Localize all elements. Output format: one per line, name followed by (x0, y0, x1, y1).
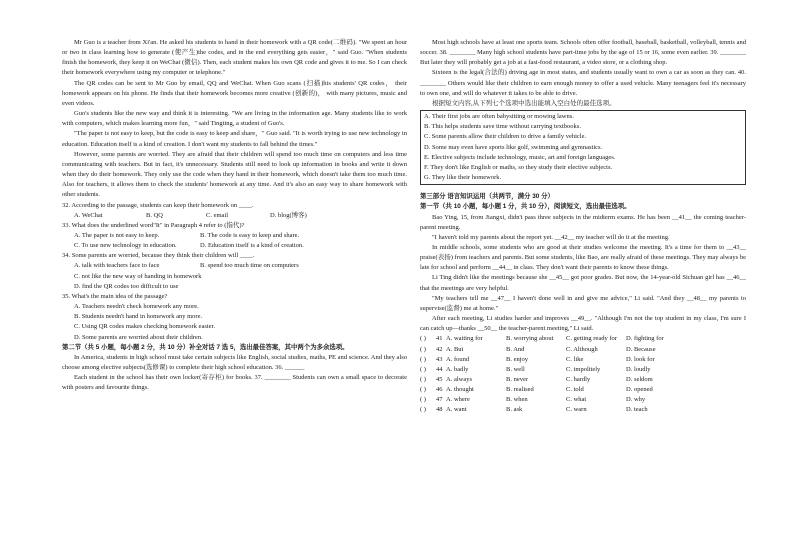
cloze-option: B. And (506, 345, 525, 353)
cloze-number: 45 (436, 376, 443, 383)
box-option: D. Some may even have sports like golf, swimming and gymnastics. (424, 143, 603, 151)
option: D. Education itself is a kind of creation. (200, 242, 304, 250)
option: A. talk with teachers face to face (74, 262, 160, 270)
cloze-paragraph: Li Ting didn't like the meetings because she __45__ got poor grades. But now, the 14-year-old Sichuan girl has __46__ that the meetings are very helpful. (420, 274, 746, 292)
cloze-option: A. But (446, 345, 464, 353)
answer-paren: ( ) (420, 386, 426, 394)
option: B. spend too much time on computers (200, 262, 299, 270)
passage-paragraph: Each student in the school has their own locker(寄存柜) for books. 37. ________ Students can own a small space to decorate with posters and favourite things. (62, 374, 407, 392)
cloze-number: 48 (436, 406, 443, 414)
cloze-option: C. what (566, 396, 587, 404)
cloze-option: A. want (446, 406, 467, 414)
option: A. Teachers needn't check homework any more. (74, 303, 199, 311)
cloze-option: B. never (506, 376, 529, 383)
cloze-option: B. when (506, 396, 528, 404)
cloze-option-row (420, 405, 746, 415)
cloze-option: A. waiting for (446, 335, 483, 343)
cloze-number: 47 (436, 396, 443, 404)
answer-paren: ( ) (420, 355, 426, 363)
cloze-paragraph: "I haven't told my parents about the report yet. __42__ my teacher will do it at the meeting. (432, 233, 670, 241)
option: A. The paper is not easy to keep. (74, 231, 160, 239)
option: A. WeChat (74, 211, 103, 219)
box-instruction: 根据短文内容,从下列七个选项中选出能填入空白处的最佳选项。 (432, 99, 616, 107)
cloze-option: C. Although (566, 345, 598, 353)
option: B. Students needn't hand in homework any more. (74, 313, 203, 321)
cloze-paragraph: "My teachers tell me __47__ I haven't done well in and give me advice," Li said. "And they __48__ my parents to supervise(监督) me at home." (420, 294, 746, 312)
option: D. Some parents are worried about their children. (74, 333, 203, 341)
cloze-option: C. warn (566, 406, 587, 414)
cloze-option: D. look for (626, 355, 655, 363)
question-options (62, 231, 407, 241)
cloze-option-row (420, 345, 746, 355)
question-stem: 32. According to the passage, students can keep their homework on ____. (62, 201, 254, 209)
option: C. To use new technology in education. (74, 242, 177, 250)
question-stem: 33. What does the underlined word"It" in Paragraph 4 refer to (指代)? (62, 221, 245, 229)
passage-paragraph: Sixteen is the legal(合法的) driving age in most states, and students usually want to own a car as soon as they can. 40. ________ Others would like their children to earn enough money to offer a used vehicle. Many teenagers feel it's necessary to own one, and will do whatever it takes to be able to drive. (420, 69, 746, 97)
cloze-option: C. hardly (566, 376, 591, 383)
cloze-option: B. worrying about (506, 335, 554, 343)
cloze-option-row (420, 355, 746, 365)
option: D. blog(博客) (270, 211, 307, 219)
passage-paragraph: "The paper is not easy to keep, but the code is easy to keep and share，" Guo said. "It is worth trying to use new technology in education. Education itself is a kind of creation. I don't want my students to fall behind the times." (62, 130, 407, 148)
section-heading: 第二节（共 5 小题，每小题 2 分，共 10 分）补全对话 7 选 5，选出最佳答案，其中两个为多余选项。 (62, 343, 349, 351)
cloze-paragraph: After each meeting, Li studies harder and improves __49__. "Although I'm not the top student in my class, I'm sure I can catch up—thanks __50__ the teacher-parent meeting," Li said. (420, 315, 746, 333)
answer-paren: ( ) (420, 345, 426, 353)
option: C. email (206, 211, 229, 219)
cloze-option-row (420, 395, 746, 405)
cloze-paragraph: In middle schools, some students who are good at their studies welcome the meeting. It's a time for them to __43__ praise(表扬) from teachers and parents. But some students, like Bao, are really afraid of these meetings. They may always be late for school and perform __44__ in class. They don't want their parents to know these things. (420, 243, 746, 272)
right-column (420, 38, 746, 416)
answer-paren: ( ) (420, 406, 426, 414)
cloze-option: A. badly (446, 365, 469, 373)
section-heading: 第一节（共 10 小题，每小题 1 分，共 10 分），阅读短文，选出最佳选项。 (420, 203, 631, 211)
option: B. The code is easy to keep and share. (200, 231, 300, 239)
cloze-paragraph: Bao Ying, 15, from Jiangxi, didn't pass three subjects in the midterm exams. He has been __41__ the coming teacher-parent meeting. (420, 213, 746, 231)
cloze-option: D. Because (626, 345, 656, 353)
passage-paragraph: The QR codes can be sent to Mr Guo by email, QQ and WeChat. When Guo scans (扫描)his students' QR codes， their homework appears on his phone. He finds that their homework becomes more creative (创新的)， with many pictures, music and even videos. (62, 79, 407, 107)
box-option: G. They like their homework. (424, 174, 502, 182)
box-option: A. Their first jobs are often babysitting or mowing lawns. (424, 113, 574, 121)
cloze-option: D. why (626, 396, 646, 404)
cloze-option: C. like (566, 355, 584, 363)
cloze-number: 41 (436, 335, 443, 343)
cloze-option-row (420, 385, 746, 395)
cloze-option-row (420, 365, 746, 375)
box-option: E. Elective subjects include technology, music, art and foreign languages. (424, 153, 616, 161)
question-options (62, 211, 407, 221)
question-options (62, 261, 407, 271)
cloze-option: C. impolitely (566, 365, 601, 373)
cloze-option: D. fighting for (626, 335, 664, 343)
option: D. find the QR codes too difficult to use (74, 282, 179, 290)
box-option: C. Some parents allow their children to drive a family vehicle. (424, 133, 587, 141)
cloze-option: B. realised (506, 386, 534, 394)
part-heading: 第三部分 语言知识运用（共两节，满分 30 分） (420, 193, 554, 201)
question-options (62, 241, 407, 251)
cloze-option: B. ask (506, 406, 523, 414)
cloze-option: B. enjoy (506, 355, 529, 363)
left-column (62, 38, 407, 393)
cloze-option: D. opened (626, 386, 653, 394)
cloze-number: 42 (436, 345, 443, 353)
answer-paren: ( ) (420, 365, 426, 373)
answer-paren: ( ) (420, 376, 426, 383)
cloze-option: A. thought (446, 386, 474, 394)
cloze-number: 46 (436, 386, 443, 394)
cloze-number: 43 (436, 355, 443, 363)
passage-paragraph: Most high schools have at least one sports team. Schools often offer football, baseball, basketball, volleyball, tennis and soccer. 38. ________ Many high school students have part-time jobs by the age of 15 or 16, some even earlier. 39. ________ But later they will probably get a job at a fast-food restaurant, a video store, or a clothing shop. (420, 39, 746, 67)
box-option: F. They don't like English or maths, so they study their elective subjects. (424, 163, 613, 171)
passage-paragraph: Guo's students like the new way and think it is interesting. "We are living in the information age. Many students like to work with computers, which makes learning more fun，" said Tingting, a student of Guo's. (62, 110, 407, 128)
cloze-option: C. told (566, 386, 584, 394)
cloze-option-row (420, 334, 746, 344)
passage-paragraph: However, some parents are worried. They are afraid that their children will spend too much time on computers and less time communicating with teachers. But in fact, it's unnecessary. Students still need to look up information in books and write it down when they do their homework. They only use the code when they hand in their homework, which doesn't take them too much time. Also for teachers, it allows them to check the students' homework at any time. And it's also an easy way to share homework with other students. (62, 150, 407, 199)
question-stem: 35. What's the main idea of the passage? (62, 292, 168, 300)
cloze-option: C. getting ready for (566, 335, 617, 343)
cloze-option: D. teach (626, 406, 648, 414)
cloze-options-list (420, 334, 746, 415)
cloze-option-row (420, 375, 746, 385)
cloze-option: A. always (446, 376, 472, 383)
cloze-option: D. seldom (626, 376, 653, 383)
answer-paren: ( ) (420, 396, 426, 404)
cloze-option: B. well (506, 365, 525, 373)
answer-paren: ( ) (420, 335, 426, 343)
option: B. QQ (146, 211, 163, 219)
option: C. not like the new way of handing in homework (74, 272, 202, 280)
cloze-number: 44 (436, 365, 443, 373)
cloze-option: D. loudly (626, 365, 651, 373)
box-option: B. This helps students save time without carrying textbooks. (424, 123, 581, 131)
options-box (420, 110, 746, 185)
cloze-option: A. found (446, 355, 470, 363)
question-stem: 34. Some parents are worried, because they think their children will ____. (62, 252, 255, 260)
cloze-option: A. where (446, 396, 470, 404)
option: C. Using QR codes makes checking homework easier. (74, 323, 215, 331)
passage-paragraph: Mr Guo is a teacher from Xi'an. He asked his students to hand in their homework with a QR code(二维码). "We spent an hour or two in class learning how to generate (使产生)the codes, and in the end everything gets easier，" said Guo. "When students finish the homework, they keep it on WeChat (微信). Then, each student makes his own QR code and gives it to me. So I can check their homework everywhere using my computer or telephone." (62, 39, 407, 77)
passage-paragraph: In America, students in high school must take certain subjects like English, social studies, maths, PE and science. And they also choose among elective subjects(选修课) to complete their high school education. 36. ______ (62, 353, 407, 371)
